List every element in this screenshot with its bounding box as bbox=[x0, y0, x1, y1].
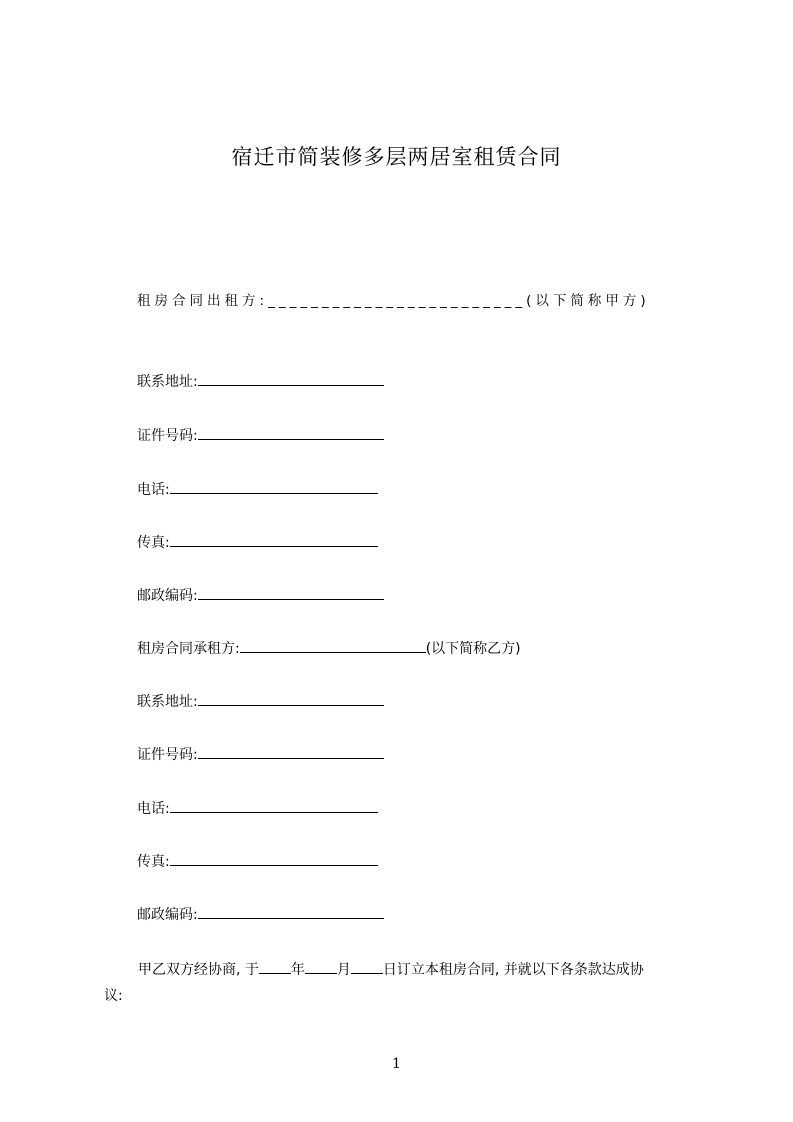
lessee-fax-line bbox=[137, 851, 378, 872]
lessor-phone-line bbox=[137, 479, 378, 500]
field-label: 证件号码: bbox=[137, 747, 198, 763]
agreement-paragraph bbox=[104, 957, 704, 1009]
lessor-id-line bbox=[137, 425, 384, 446]
address-blank[interactable] bbox=[198, 371, 384, 386]
lessee-label: 租房合同承租方: bbox=[137, 641, 240, 657]
field-label: 电话: bbox=[137, 482, 170, 498]
day-blank[interactable] bbox=[351, 959, 383, 974]
phone-blank[interactable] bbox=[170, 479, 378, 494]
field-label: 邮政编码: bbox=[137, 907, 198, 923]
field-label: 邮政编码: bbox=[137, 588, 198, 604]
field-label: 电话: bbox=[137, 801, 170, 817]
lessee-suffix: (以下简称乙方) bbox=[425, 641, 521, 657]
lessor-address-line bbox=[137, 371, 384, 392]
month-blank[interactable] bbox=[305, 959, 337, 974]
field-label: 传真: bbox=[137, 535, 170, 551]
address-blank[interactable] bbox=[198, 691, 384, 706]
document-title: 宿迁市简装修多层两居室租赁合同 bbox=[231, 145, 562, 169]
agreement-text: 甲乙双方经协商, 于 bbox=[138, 962, 259, 978]
field-label: 联系地址: bbox=[137, 374, 198, 390]
lessor-blank[interactable]: ________________________ bbox=[268, 293, 527, 309]
id-blank[interactable] bbox=[198, 425, 384, 440]
id-blank[interactable] bbox=[198, 744, 384, 759]
field-label: 传真: bbox=[137, 854, 170, 870]
fax-blank[interactable] bbox=[170, 851, 378, 866]
lessee-postcode-line bbox=[137, 904, 384, 925]
month-label: 月 bbox=[336, 962, 351, 978]
lessee-address-line bbox=[137, 691, 384, 712]
lessee-blank[interactable] bbox=[240, 638, 426, 653]
lessor-suffix: (以下简称甲方) bbox=[526, 293, 650, 309]
year-label: 年 bbox=[290, 962, 305, 978]
phone-blank[interactable] bbox=[170, 798, 378, 813]
lessee-line bbox=[137, 638, 521, 659]
lessee-id-line bbox=[137, 744, 384, 765]
lessor-line bbox=[137, 291, 650, 311]
agreement-text: 日订立本租房合同, 并就以下各条款达成协 bbox=[382, 962, 644, 978]
postcode-blank[interactable] bbox=[198, 904, 384, 919]
lessor-postcode-line bbox=[137, 585, 384, 606]
field-label: 联系地址: bbox=[137, 694, 198, 710]
fax-blank[interactable] bbox=[170, 532, 378, 547]
agreement-text: 议: bbox=[104, 988, 123, 1004]
page-number: 1 bbox=[392, 1056, 401, 1072]
lessor-fax-line bbox=[137, 532, 378, 553]
year-blank[interactable] bbox=[259, 959, 291, 974]
lessee-phone-line bbox=[137, 798, 378, 819]
postcode-blank[interactable] bbox=[198, 585, 384, 600]
lessor-label: 租房合同出租方: bbox=[137, 293, 269, 309]
field-label: 证件号码: bbox=[137, 428, 198, 444]
